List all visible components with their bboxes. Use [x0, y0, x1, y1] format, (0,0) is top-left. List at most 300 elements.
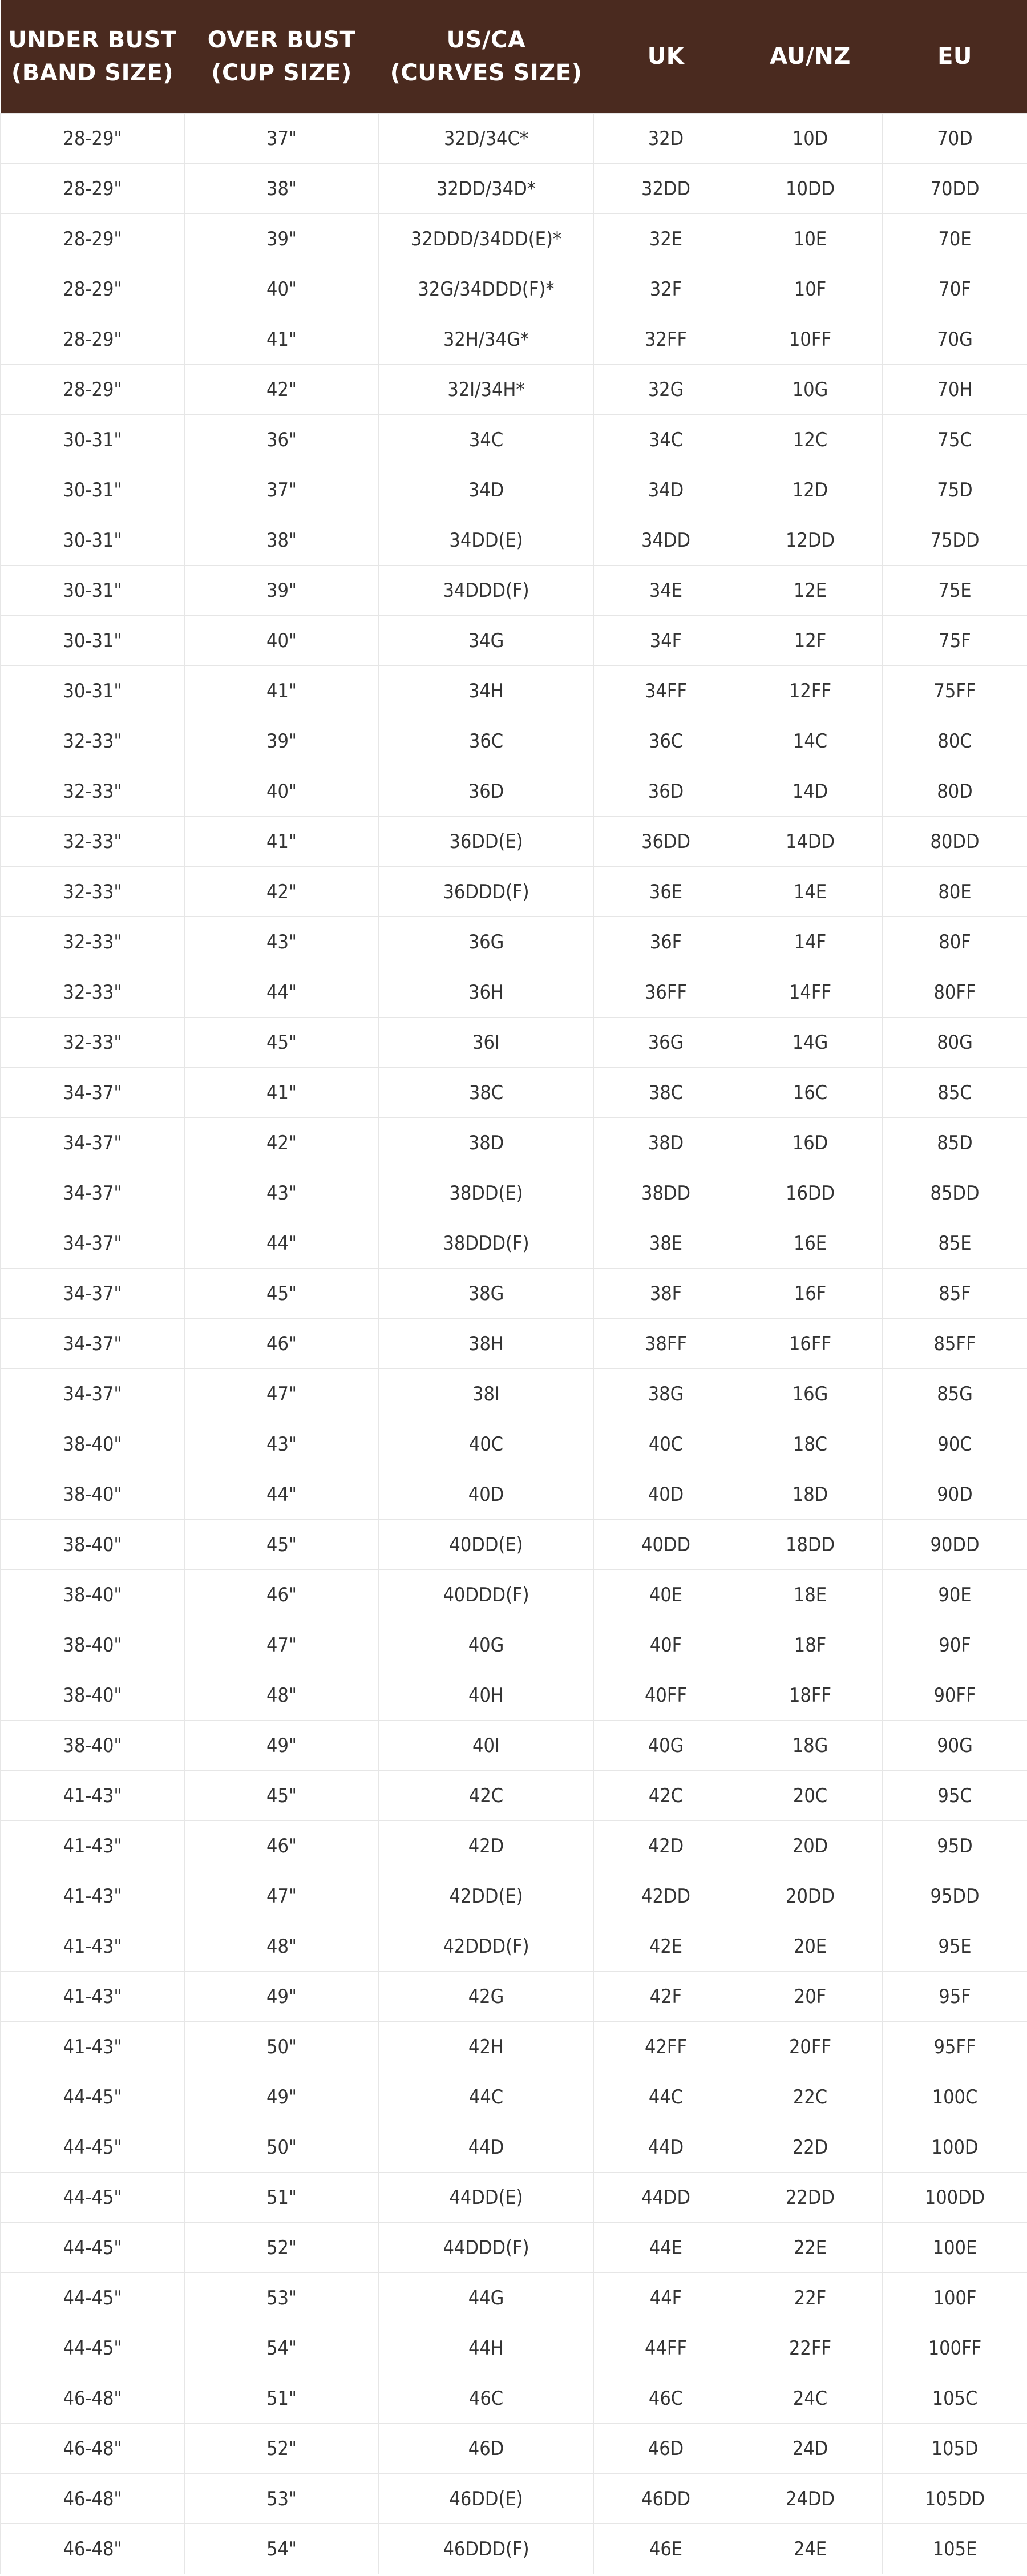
cell-us-ca-size: 36C: [379, 716, 594, 766]
table-row: [1, 967, 1027, 1018]
cell-au-nz-size: 24DD: [738, 2474, 883, 2524]
cell-uk-size: 46D: [594, 2424, 738, 2474]
table-row: [1, 2424, 1027, 2474]
cell-eu-size: 70F: [883, 264, 1027, 314]
cell-uk-size: 32D: [594, 114, 738, 164]
cell-uk-size: 42DD: [594, 1871, 738, 1921]
cell-au-nz-size: 24D: [738, 2424, 883, 2474]
table-row: [1, 2273, 1027, 2323]
cell-under-bust: 32-33": [1, 967, 185, 1018]
cell-over-bust: 45": [185, 1520, 379, 1570]
cell-over-bust: 53": [185, 2273, 379, 2323]
cell-au-nz-size: 18G: [738, 1721, 883, 1771]
cell-us-ca-size: 46DDD(F): [379, 2524, 594, 2574]
cell-under-bust: 41-43": [1, 1972, 185, 2022]
table-row: [1, 365, 1027, 415]
cell-uk-size: 36E: [594, 867, 738, 917]
cell-us-ca-size: 36DD(E): [379, 817, 594, 867]
header-over-bust: [185, 0, 379, 114]
cell-eu-size: 90C: [883, 1419, 1027, 1469]
table-row: [1, 515, 1027, 566]
cell-us-ca-size: 34H: [379, 666, 594, 716]
cell-under-bust: 41-43": [1, 1871, 185, 1921]
cell-au-nz-size: 12FF: [738, 666, 883, 716]
cell-us-ca-size: 32G/34DDD(F)*: [379, 264, 594, 314]
cell-eu-size: 85DD: [883, 1168, 1027, 1218]
cell-over-bust: 46": [185, 1570, 379, 1620]
cell-eu-size: 85E: [883, 1218, 1027, 1269]
cell-under-bust: 28-29": [1, 114, 185, 164]
table-row: [1, 616, 1027, 666]
cell-us-ca-size: 40H: [379, 1670, 594, 1721]
cell-us-ca-size: 44D: [379, 2122, 594, 2173]
cell-eu-size: 100D: [883, 2122, 1027, 2173]
cell-over-bust: 48": [185, 1670, 379, 1721]
cell-us-ca-size: 36D: [379, 766, 594, 817]
cell-eu-size: 85FF: [883, 1319, 1027, 1369]
cell-us-ca-size: 38H: [379, 1319, 594, 1369]
cell-under-bust: 28-29": [1, 214, 185, 264]
table-row: [1, 1721, 1027, 1771]
table-row: [1, 2022, 1027, 2072]
cell-us-ca-size: 46DD(E): [379, 2474, 594, 2524]
cell-over-bust: 43": [185, 1168, 379, 1218]
cell-au-nz-size: 16E: [738, 1218, 883, 1269]
cell-eu-size: 90D: [883, 1469, 1027, 1520]
cell-uk-size: 36D: [594, 766, 738, 817]
cell-uk-size: 44FF: [594, 2323, 738, 2373]
cell-uk-size: 44F: [594, 2273, 738, 2323]
cell-uk-size: 32E: [594, 214, 738, 264]
cell-uk-size: 32FF: [594, 314, 738, 365]
cell-au-nz-size: 22DD: [738, 2173, 883, 2223]
cell-under-bust: 30-31": [1, 515, 185, 566]
cell-over-bust: 41": [185, 817, 379, 867]
table-row: [1, 1419, 1027, 1469]
cell-uk-size: 42F: [594, 1972, 738, 2022]
cell-uk-size: 38G: [594, 1369, 738, 1419]
cell-uk-size: 36C: [594, 716, 738, 766]
cell-under-bust: 34-37": [1, 1319, 185, 1369]
cell-au-nz-size: 12DD: [738, 515, 883, 566]
cell-au-nz-size: 14E: [738, 867, 883, 917]
cell-over-bust: 45": [185, 1018, 379, 1068]
cell-over-bust: 49": [185, 1721, 379, 1771]
cell-eu-size: 100FF: [883, 2323, 1027, 2373]
cell-under-bust: 34-37": [1, 1118, 185, 1168]
table-row: [1, 2072, 1027, 2122]
cell-over-bust: 52": [185, 2223, 379, 2273]
cell-over-bust: 44": [185, 967, 379, 1018]
cell-us-ca-size: 40I: [379, 1721, 594, 1771]
cell-uk-size: 44D: [594, 2122, 738, 2173]
cell-us-ca-size: 46C: [379, 2373, 594, 2424]
cell-au-nz-size: 22C: [738, 2072, 883, 2122]
table-row: [1, 264, 1027, 314]
cell-us-ca-size: 40DDD(F): [379, 1570, 594, 1620]
cell-uk-size: 34E: [594, 566, 738, 616]
cell-au-nz-size: 20FF: [738, 2022, 883, 2072]
table-row: [1, 867, 1027, 917]
cell-eu-size: 105D: [883, 2424, 1027, 2474]
cell-eu-size: 95E: [883, 1921, 1027, 1972]
table-row: [1, 1670, 1027, 1721]
cell-us-ca-size: 42C: [379, 1771, 594, 1821]
cell-au-nz-size: 16F: [738, 1269, 883, 1319]
table-row: [1, 1018, 1027, 1068]
cell-au-nz-size: 20E: [738, 1921, 883, 1972]
cell-under-bust: 32-33": [1, 817, 185, 867]
cell-us-ca-size: 40C: [379, 1419, 594, 1469]
cell-au-nz-size: 10F: [738, 264, 883, 314]
cell-au-nz-size: 10E: [738, 214, 883, 264]
header-uk: [594, 0, 738, 114]
table-row: [1, 1620, 1027, 1670]
cell-us-ca-size: 32H/34G*: [379, 314, 594, 365]
cell-under-bust: 46-48": [1, 2524, 185, 2574]
cell-us-ca-size: 32DD/34D*: [379, 164, 594, 214]
cell-eu-size: 90F: [883, 1620, 1027, 1670]
cell-eu-size: 95FF: [883, 2022, 1027, 2072]
cell-au-nz-size: 12C: [738, 415, 883, 465]
table-row: [1, 415, 1027, 465]
cell-eu-size: 70H: [883, 365, 1027, 415]
cell-under-bust: 46-48": [1, 2474, 185, 2524]
cell-over-bust: 41": [185, 314, 379, 365]
cell-uk-size: 34D: [594, 465, 738, 515]
cell-under-bust: 44-45": [1, 2223, 185, 2273]
cell-uk-size: 36G: [594, 1018, 738, 1068]
cell-eu-size: 75F: [883, 616, 1027, 666]
cell-uk-size: 40FF: [594, 1670, 738, 1721]
header-row: [1, 0, 1027, 114]
cell-under-bust: 38-40": [1, 1721, 185, 1771]
header-under-bust: [1, 0, 185, 114]
cell-eu-size: 85F: [883, 1269, 1027, 1319]
cell-uk-size: 38F: [594, 1269, 738, 1319]
table-row: [1, 1319, 1027, 1369]
cell-uk-size: 34DD: [594, 515, 738, 566]
cell-au-nz-size: 18D: [738, 1469, 883, 1520]
cell-eu-size: 90DD: [883, 1520, 1027, 1570]
cell-eu-size: 75FF: [883, 666, 1027, 716]
cell-eu-size: 105DD: [883, 2474, 1027, 2524]
cell-eu-size: 75D: [883, 465, 1027, 515]
cell-uk-size: 40C: [594, 1419, 738, 1469]
table-row: [1, 766, 1027, 817]
cell-under-bust: 46-48": [1, 2424, 185, 2474]
table-row: [1, 2223, 1027, 2273]
cell-us-ca-size: 36H: [379, 967, 594, 1018]
cell-over-bust: 54": [185, 2524, 379, 2574]
table-row: [1, 566, 1027, 616]
cell-uk-size: 32F: [594, 264, 738, 314]
cell-uk-size: 36DD: [594, 817, 738, 867]
cell-eu-size: 70DD: [883, 164, 1027, 214]
header-us-ca: [379, 0, 594, 114]
cell-under-bust: 30-31": [1, 566, 185, 616]
cell-over-bust: 43": [185, 917, 379, 967]
cell-us-ca-size: 40DD(E): [379, 1520, 594, 1570]
table-row: [1, 1821, 1027, 1871]
table-row: [1, 1570, 1027, 1620]
cell-us-ca-size: 38I: [379, 1369, 594, 1419]
cell-au-nz-size: 14F: [738, 917, 883, 967]
size-chart-body: [1, 114, 1027, 2574]
cell-eu-size: 70E: [883, 214, 1027, 264]
cell-over-bust: 37": [185, 465, 379, 515]
cell-au-nz-size: 14G: [738, 1018, 883, 1068]
cell-au-nz-size: 20F: [738, 1972, 883, 2022]
cell-uk-size: 46C: [594, 2373, 738, 2424]
cell-eu-size: 95D: [883, 1821, 1027, 1871]
cell-over-bust: 40": [185, 264, 379, 314]
cell-uk-size: 38E: [594, 1218, 738, 1269]
table-row: [1, 716, 1027, 766]
table-row: [1, 1771, 1027, 1821]
table-row: [1, 1068, 1027, 1118]
cell-over-bust: 39": [185, 716, 379, 766]
table-row: [1, 1972, 1027, 2022]
table-row: [1, 1118, 1027, 1168]
cell-au-nz-size: 14D: [738, 766, 883, 817]
header-au-nz: [738, 0, 883, 114]
table-row: [1, 1469, 1027, 1520]
cell-uk-size: 44C: [594, 2072, 738, 2122]
cell-eu-size: 100E: [883, 2223, 1027, 2273]
cell-us-ca-size: 34D: [379, 465, 594, 515]
cell-over-bust: 39": [185, 214, 379, 264]
header-under-bust-line1: UNDER BUST: [8, 27, 177, 53]
cell-under-bust: 32-33": [1, 917, 185, 967]
cell-us-ca-size: 42DDD(F): [379, 1921, 594, 1972]
cell-eu-size: 90E: [883, 1570, 1027, 1620]
cell-under-bust: 30-31": [1, 616, 185, 666]
cell-au-nz-size: 22D: [738, 2122, 883, 2173]
cell-eu-size: 80F: [883, 917, 1027, 967]
cell-under-bust: 41-43": [1, 1821, 185, 1871]
cell-us-ca-size: 36DDD(F): [379, 867, 594, 917]
cell-us-ca-size: 42G: [379, 1972, 594, 2022]
cell-au-nz-size: 16DD: [738, 1168, 883, 1218]
header-au-nz-label: AU/NZ: [770, 43, 851, 70]
cell-under-bust: 38-40": [1, 1520, 185, 1570]
cell-uk-size: 34FF: [594, 666, 738, 716]
cell-eu-size: 100DD: [883, 2173, 1027, 2223]
cell-au-nz-size: 10DD: [738, 164, 883, 214]
header-under-bust-line2: (BAND SIZE): [11, 60, 174, 86]
cell-over-bust: 39": [185, 566, 379, 616]
cell-uk-size: 44DD: [594, 2173, 738, 2223]
cell-au-nz-size: 20D: [738, 1821, 883, 1871]
cell-us-ca-size: 44G: [379, 2273, 594, 2323]
table-row: [1, 1520, 1027, 1570]
cell-under-bust: 34-37": [1, 1068, 185, 1118]
cell-eu-size: 70D: [883, 114, 1027, 164]
cell-over-bust: 46": [185, 1319, 379, 1369]
cell-under-bust: 46-48": [1, 2373, 185, 2424]
cell-us-ca-size: 40G: [379, 1620, 594, 1670]
cell-under-bust: 32-33": [1, 716, 185, 766]
cell-us-ca-size: 38G: [379, 1269, 594, 1319]
cell-au-nz-size: 22FF: [738, 2323, 883, 2373]
header-us-ca-line2: (CURVES SIZE): [390, 60, 583, 86]
cell-uk-size: 38C: [594, 1068, 738, 1118]
cell-over-bust: 48": [185, 1921, 379, 1972]
cell-au-nz-size: 16G: [738, 1369, 883, 1419]
cell-au-nz-size: 18DD: [738, 1520, 883, 1570]
cell-uk-size: 40DD: [594, 1520, 738, 1570]
cell-over-bust: 50": [185, 2122, 379, 2173]
cell-uk-size: 42E: [594, 1921, 738, 1972]
cell-us-ca-size: 44DD(E): [379, 2173, 594, 2223]
cell-au-nz-size: 18FF: [738, 1670, 883, 1721]
cell-us-ca-size: 34G: [379, 616, 594, 666]
table-row: [1, 114, 1027, 164]
cell-us-ca-size: 38C: [379, 1068, 594, 1118]
cell-us-ca-size: 36I: [379, 1018, 594, 1068]
cell-under-bust: 34-37": [1, 1369, 185, 1419]
cell-eu-size: 75DD: [883, 515, 1027, 566]
cell-under-bust: 30-31": [1, 465, 185, 515]
cell-under-bust: 30-31": [1, 666, 185, 716]
cell-us-ca-size: 42D: [379, 1821, 594, 1871]
cell-eu-size: 80D: [883, 766, 1027, 817]
cell-uk-size: 38D: [594, 1118, 738, 1168]
cell-au-nz-size: 12D: [738, 465, 883, 515]
cell-us-ca-size: 38DDD(F): [379, 1218, 594, 1269]
table-row: [1, 314, 1027, 365]
cell-over-bust: 42": [185, 1118, 379, 1168]
cell-under-bust: 28-29": [1, 264, 185, 314]
cell-eu-size: 105E: [883, 2524, 1027, 2574]
cell-uk-size: 44E: [594, 2223, 738, 2273]
cell-au-nz-size: 12F: [738, 616, 883, 666]
cell-uk-size: 40D: [594, 1469, 738, 1520]
cell-under-bust: 44-45": [1, 2323, 185, 2373]
cell-eu-size: 70G: [883, 314, 1027, 365]
cell-uk-size: 38FF: [594, 1319, 738, 1369]
cell-au-nz-size: 16FF: [738, 1319, 883, 1369]
cell-uk-size: 42C: [594, 1771, 738, 1821]
cell-under-bust: 41-43": [1, 1921, 185, 1972]
table-row: [1, 1369, 1027, 1419]
cell-au-nz-size: 24E: [738, 2524, 883, 2574]
cell-over-bust: 51": [185, 2173, 379, 2223]
cell-au-nz-size: 18C: [738, 1419, 883, 1469]
cell-over-bust: 44": [185, 1218, 379, 1269]
cell-eu-size: 100C: [883, 2072, 1027, 2122]
cell-au-nz-size: 16C: [738, 1068, 883, 1118]
cell-eu-size: 80E: [883, 867, 1027, 917]
cell-au-nz-size: 22F: [738, 2273, 883, 2323]
cell-under-bust: 38-40": [1, 1620, 185, 1670]
cell-over-bust: 38": [185, 515, 379, 566]
cell-us-ca-size: 44H: [379, 2323, 594, 2373]
cell-au-nz-size: 20DD: [738, 1871, 883, 1921]
table-row: [1, 164, 1027, 214]
cell-under-bust: 28-29": [1, 164, 185, 214]
cell-au-nz-size: 14C: [738, 716, 883, 766]
cell-over-bust: 47": [185, 1620, 379, 1670]
cell-over-bust: 54": [185, 2323, 379, 2373]
cell-uk-size: 40G: [594, 1721, 738, 1771]
table-row: [1, 1168, 1027, 1218]
cell-us-ca-size: 34C: [379, 415, 594, 465]
cell-over-bust: 45": [185, 1269, 379, 1319]
table-row: [1, 2373, 1027, 2424]
cell-au-nz-size: 22E: [738, 2223, 883, 2273]
cell-us-ca-size: 34DD(E): [379, 515, 594, 566]
cell-under-bust: 34-37": [1, 1218, 185, 1269]
cell-eu-size: 95F: [883, 1972, 1027, 2022]
cell-au-nz-size: 14FF: [738, 967, 883, 1018]
cell-over-bust: 47": [185, 1369, 379, 1419]
cell-uk-size: 40F: [594, 1620, 738, 1670]
table-row: [1, 1871, 1027, 1921]
table-row: [1, 214, 1027, 264]
cell-under-bust: 38-40": [1, 1670, 185, 1721]
cell-over-bust: 38": [185, 164, 379, 214]
cell-eu-size: 85G: [883, 1369, 1027, 1419]
cell-us-ca-size: 32DDD/34DD(E)*: [379, 214, 594, 264]
cell-under-bust: 38-40": [1, 1469, 185, 1520]
table-row: [1, 2173, 1027, 2223]
cell-over-bust: 40": [185, 616, 379, 666]
cell-us-ca-size: 40D: [379, 1469, 594, 1520]
cell-over-bust: 45": [185, 1771, 379, 1821]
cell-under-bust: 32-33": [1, 867, 185, 917]
header-uk-label: UK: [647, 43, 685, 70]
cell-us-ca-size: 44DDD(F): [379, 2223, 594, 2273]
cell-uk-size: 36F: [594, 917, 738, 967]
header-eu-label: EU: [937, 43, 972, 70]
table-row: [1, 1269, 1027, 1319]
cell-over-bust: 49": [185, 1972, 379, 2022]
cell-under-bust: 38-40": [1, 1419, 185, 1469]
cell-au-nz-size: 18F: [738, 1620, 883, 1670]
cell-under-bust: 44-45": [1, 2122, 185, 2173]
table-row: [1, 2474, 1027, 2524]
cell-eu-size: 100F: [883, 2273, 1027, 2323]
cell-eu-size: 90G: [883, 1721, 1027, 1771]
cell-us-ca-size: 32D/34C*: [379, 114, 594, 164]
cell-over-bust: 37": [185, 114, 379, 164]
cell-uk-size: 40E: [594, 1570, 738, 1620]
cell-au-nz-size: 12E: [738, 566, 883, 616]
cell-uk-size: 42FF: [594, 2022, 738, 2072]
header-us-ca-line1: US/CA: [446, 27, 526, 53]
cell-under-bust: 44-45": [1, 2273, 185, 2323]
cell-eu-size: 80DD: [883, 817, 1027, 867]
cell-au-nz-size: 10FF: [738, 314, 883, 365]
cell-eu-size: 75C: [883, 415, 1027, 465]
table-row: [1, 465, 1027, 515]
header-over-bust-line2: (CUP SIZE): [211, 60, 352, 86]
cell-uk-size: 38DD: [594, 1168, 738, 1218]
cell-under-bust: 30-31": [1, 415, 185, 465]
cell-over-bust: 41": [185, 666, 379, 716]
table-row: [1, 2524, 1027, 2574]
header-eu: [883, 0, 1027, 114]
cell-au-nz-size: 20C: [738, 1771, 883, 1821]
cell-over-bust: 52": [185, 2424, 379, 2474]
cell-uk-size: 34F: [594, 616, 738, 666]
cell-over-bust: 42": [185, 365, 379, 415]
cell-au-nz-size: 10G: [738, 365, 883, 415]
cell-over-bust: 44": [185, 1469, 379, 1520]
header-over-bust-line1: OVER BUST: [207, 27, 356, 53]
